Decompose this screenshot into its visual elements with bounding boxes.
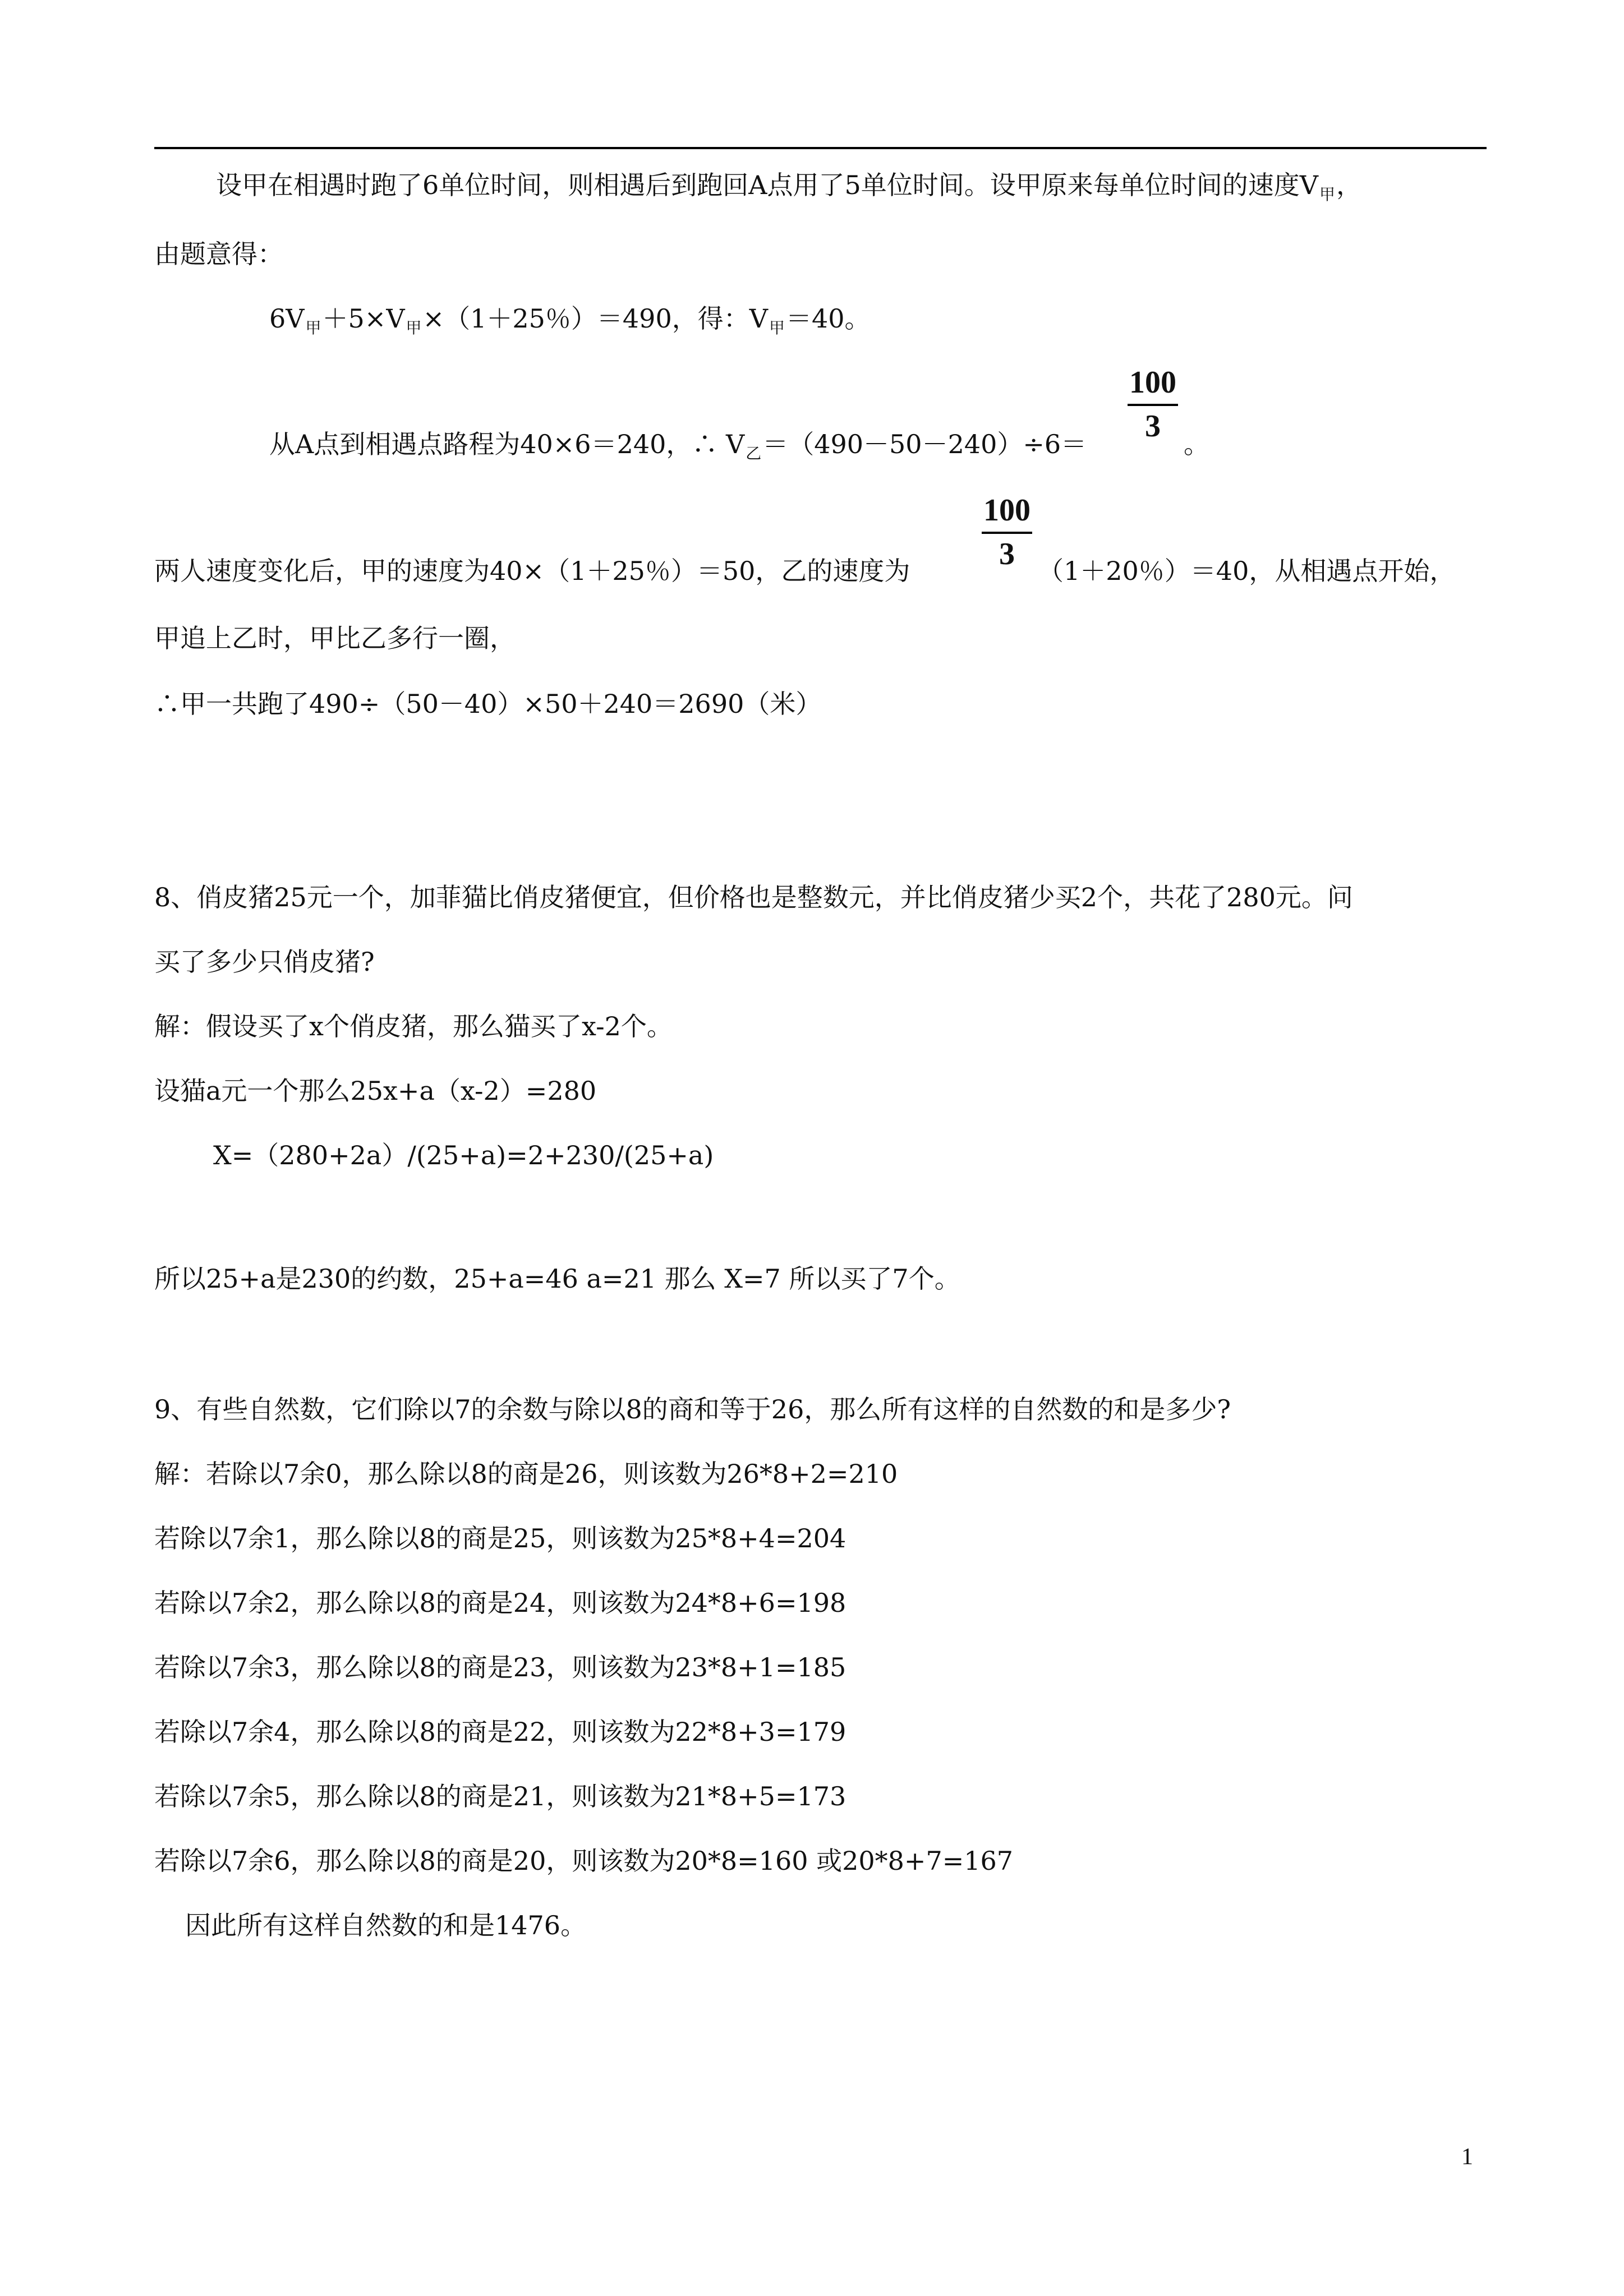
question-9-solution-line-6: 若除以7余5，那么除以8的商是21，则该数为21*8+5=173	[154, 1781, 846, 1811]
fraction-bar	[1128, 404, 1178, 406]
page-number: 1	[1461, 2144, 1473, 2170]
question-9-line-1: 9、有些自然数，它们除以7的余数与除以8的商和等于26，那么所有这样的自然数的和是多少?	[154, 1394, 1231, 1424]
paragraph-2-line-3: ∴甲一共跑了490÷（50－40）×50＋240＝2690（米）	[154, 689, 822, 719]
fraction-denominator: 3	[1145, 409, 1161, 444]
paragraph-1-line-1: 设甲在相遇时跑了6单位时间，则相遇后到跑回A点用了5单位时间。设甲原来每单位时间的速度$V_甲$，	[216, 170, 1362, 204]
fraction-100-over-3	[1122, 365, 1184, 444]
question-9-solution-line-2: 若除以7余1，那么除以8的商是25，则该数为25*8+4=204	[154, 1523, 846, 1553]
question-8-solution-line-1: 解：假设买了x个俏皮猪，那么猫买了x-2个。	[154, 1011, 673, 1041]
question-9-solution-line-4: 若除以7余3，那么除以8的商是23，则该数为23*8+1=185	[154, 1652, 846, 1682]
fraction-numerator: 100	[983, 493, 1030, 528]
equation-speed-jia: $6V_甲+5\times V_甲\times(1+25$％）＝490，得：$V_甲=40$。	[269, 303, 871, 337]
question-9-solution-line-5: 若除以7余4，那么除以8的商是22，则该数为22*8+3=179	[154, 1717, 846, 1747]
question-8-solution-line-3: X=（280+2a）/(25+a)=2+230/(25+a)	[213, 1140, 714, 1170]
fraction-100-over-3-inline	[976, 492, 1038, 572]
question-8-line-1: 8、俏皮猪25元一个，加菲猫比俏皮猪便宜，但价格也是整数元，并比俏皮猪少买2个，共花了280元。问	[154, 882, 1353, 912]
question-8-line-2: 买了多少只俏皮猪?	[154, 947, 375, 977]
header-rule	[154, 147, 1487, 149]
question-9-solution-line-3: 若除以7余2，那么除以8的商是24，则该数为24*8+6=198	[154, 1588, 846, 1618]
question-8-solution-line-2: 设猫a元一个那么25x+a（x-2）=280	[154, 1076, 597, 1106]
question-9-solution-line-7: 若除以7余6，那么除以8的商是20，则该数为20*8=160 或20*8+7=167	[154, 1846, 1014, 1876]
question-9-solution-line-1: 解：若除以7余0，那么除以8的商是26，则该数为26*8+2=210	[154, 1459, 898, 1489]
paragraph-2-line-2: 甲追上乙时，甲比乙多行一圈，	[154, 623, 516, 653]
paragraph-2-line-1a: 两人速度变化后，甲的速度为40×（1＋25％）＝50，乙的速度为	[154, 556, 910, 586]
paragraph-1-line-2: 由题意得：	[154, 239, 283, 269]
equation-end-mark: 。	[1184, 429, 1209, 459]
equation-speed-yi: 从A点到相遇点路程为40×6＝240，∴ $V_乙=(490-50-240)\div 6=$	[269, 429, 1087, 463]
fraction-numerator: 100	[1129, 365, 1176, 400]
fraction-denominator: 3	[999, 537, 1015, 571]
question-8-solution-line-4: 所以25+a是230的约数，25+a=46 a=21 那么 X=7 所以买了7个。	[154, 1264, 960, 1294]
paragraph-2-line-1b: （1＋20％）＝40，从相遇点开始，	[1038, 556, 1456, 586]
question-9-conclusion: 因此所有这样自然数的和是1476。	[185, 1910, 587, 1940]
fraction-bar	[982, 532, 1032, 534]
